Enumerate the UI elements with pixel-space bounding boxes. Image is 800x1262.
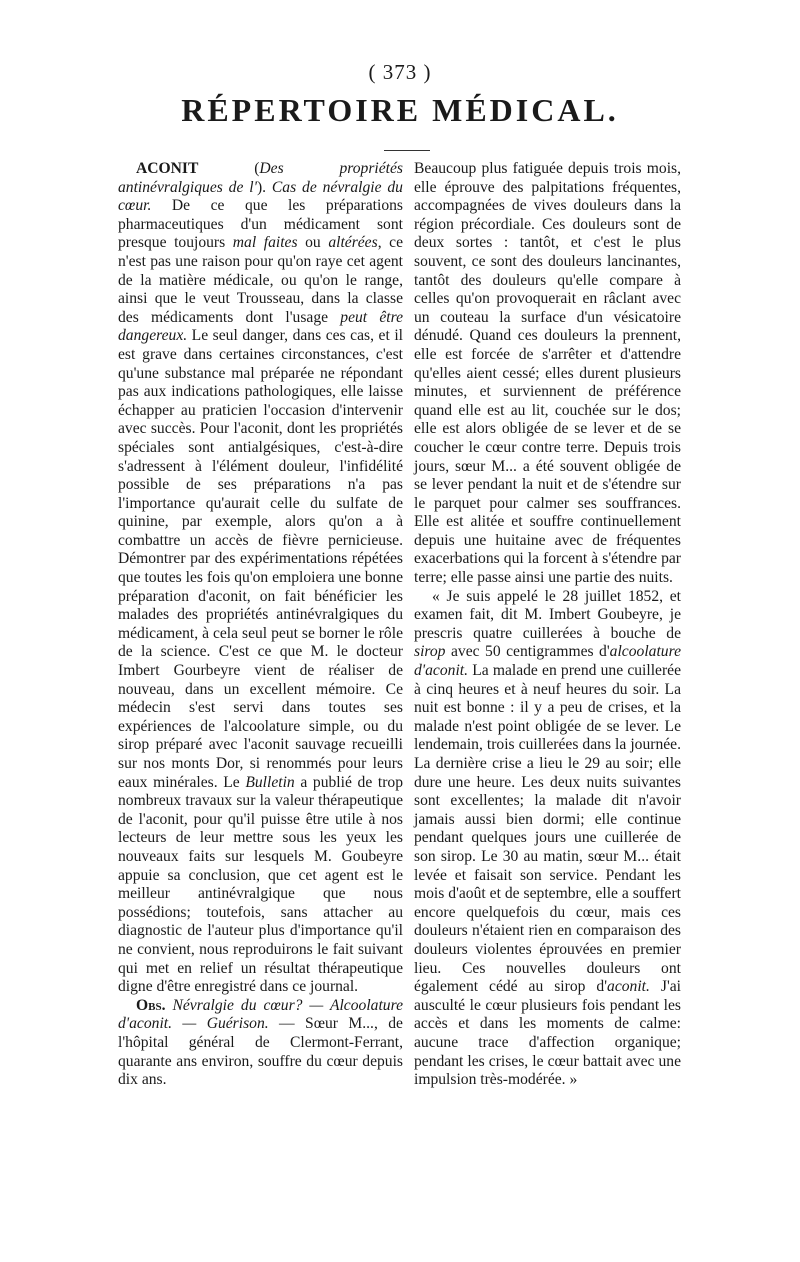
text-run: ou xyxy=(297,234,329,252)
left-column xyxy=(118,160,403,1090)
italic-run: Bulletin xyxy=(245,773,295,791)
text-run: De ce que les préparations pharmaceutiques d'un médicament sont presque toujours xyxy=(118,197,403,252)
title-divider xyxy=(384,150,430,151)
case-description-paragraph: Beaucoup plus fatiguée depuis trois mois, elle éprouve des palpitations fréquentes, accompagnées de vives douleurs dans la région précordiale. Ces douleurs sont de deux sortes : tantôt, et c'est le plus souvent, ce sont des douleurs lancinantes, tantôt des douleurs qu'elle compare à celles qu'on provoquerait en râclant avec un couteau la surface d'un vésicatoire dénudé. Quand ces douleurs la prennent, elle est forcée de s'arrêter et d'attendre qu'elles aient cessé; elles durent plusieurs minutes, et surviennent de préférence quand elle est au lit, couchée sur le dos; elle est alors obligée de se lever et de se coucher le cœur contre terre. Depuis trois jours, sœur M... a été souvent obligée de se lever pendant la nuit et de s'étendre sur le parquet pour calmer ses souffrances. Elle est alitée et souffre continuellement depuis une huitaine avec de fréquentes exacerbations qui la forcent à s'étendre par terre; elle passe ainsi une partie des nuits. xyxy=(414,160,681,587)
text-run: ). xyxy=(256,178,272,196)
observation-paragraph xyxy=(118,997,403,1090)
italic-run: alcoolature d'aconit. xyxy=(414,643,681,680)
italic-run: aconit. xyxy=(607,978,650,996)
text-run: Le seul danger, dans ces cas, et il est grave dans certaines circonstances, c'est qu'une substance mal préparée ne répondant pas aux indications pathologiques, elle laisse échapper au praticien l'occasion d'intervenir avec succès. Pour l'aconit, dont les propriétés spéciales sont antialgésiques, c'est-à-dire s'adressent à l'élément douleur, l'infidélité possible de ses préparations n'a pas l'importance qu'aurait celle du sulfate de quinine, par exemple, alors qu'on a à combattre un accès de fièvre pernicieuse. Démontrer par des expérimentations répétées que toutes les fois qu'on emploiera une bonne préparation d'aconit, on fait bénéficier les malades des propriétés antinévralgiques du médicament, à cela seul peut se borner le rôle de la science. C'est ce que M. le docteur Imbert Gourbeyre vient de réaliser de nouveau, dans un excellent mémoire. Ce médecin s'est servi dans toutes ses expériences de l'alcoolature simple, ou du sirop préparé avec l'aconit sauvage recueilli sur nos monts Dor, si renommés pour leurs eaux minérales. Le xyxy=(118,327,403,791)
page-number: ( 373 ) xyxy=(368,60,432,84)
right-column xyxy=(414,160,681,1090)
italic-run: Des propriétés antinévralgiques de l' xyxy=(118,160,403,196)
treatment-paragraph xyxy=(414,588,681,1090)
obs-lead: Obs. xyxy=(136,996,166,1014)
section-title: RÉPERTOIRE MÉDICAL. xyxy=(181,92,619,128)
text-run: , ce n'est pas une raison pour qu'on raye cet agent de la matière médicale, ou qu'on le range, ainsi que le veut Trousseau, dans la classe des médicaments dont l'usage xyxy=(118,234,404,326)
entry-lead-aconit: ACONIT xyxy=(136,160,199,177)
text-run: ( xyxy=(198,160,260,177)
italic-run: Névralgie du cœur? — Alcoolature d'aconit. — Guérison. xyxy=(118,996,403,1033)
aconit-paragraph xyxy=(118,160,403,997)
text-run: a publié de trop nombreux travaux sur la valeur thérapeutique de l'aconit, pour qu'il puisse être utile à nos lecteurs de leur mettre sous les yeux les nouveaux faits sur lesquels M. Goubeyre appuie sa conclusion, que cet agent est le meilleur antinévralgique que nous possédions; toutefois, sans attacher au diagnostic de l'auteur plus d'importance qu'il ne convient, nous reproduirons le fait suivant qui met en relief un résultat thérapeutique digne d'être enregistré dans ce journal. xyxy=(118,773,403,996)
text-run: « Je suis appelé le 28 juillet 1852, et examen fait, dit M. Imbert Goubeyre, je prescris quatre cuillerées à bouche de xyxy=(414,587,681,642)
italic-run: sirop xyxy=(414,643,446,661)
italic-run: altérées xyxy=(328,234,378,252)
text-run: — Sœur M..., de l'hôpital général de Clermont-Ferrant, quarante ans environ, souffre du cœur depuis dix ans. xyxy=(118,1015,403,1089)
italic-run: Cas de névralgie du cœur. xyxy=(118,178,403,215)
italic-run: mal faites xyxy=(232,234,298,252)
text-run: avec 50 centigrammes d' xyxy=(445,643,610,661)
text-run: J'ai ausculté le cœur plusieurs fois pendant les accès et dans les moments de calme: aucune trace d'affection organique; pendant les crises, le cœur battait avec une impulsion très-modérée. » xyxy=(414,978,682,1089)
italic-run: peut être dangereux. xyxy=(118,308,403,345)
text-run: La malade en prend une cuillerée à cinq heures et à neuf heures du soir. La nuit est bonne : il y a peu de crises, et la malade n'est point obligée de se lever. Le lendemain, trois cuillerées dans la journée. La dernière crise a lieu le 29 au soir; elle dure une heure. Les deux nuits suivantes sont excellentes; la malade dit n'avoir jamais aussi bien dormi; elle continue pendant quelques jours une cuillerée de son sirop. Le 30 au matin, sœur M... était levée et faisait son service. Pendant les mois d'août et de septembre, elle a souffert encore quelquefois du cœur, mais ces douleurs n'étaient rien en comparaison des douleurs violentes éprouvées en premier lieu. Ces nouvelles douleurs ont également cédé au sirop d' xyxy=(414,662,681,996)
